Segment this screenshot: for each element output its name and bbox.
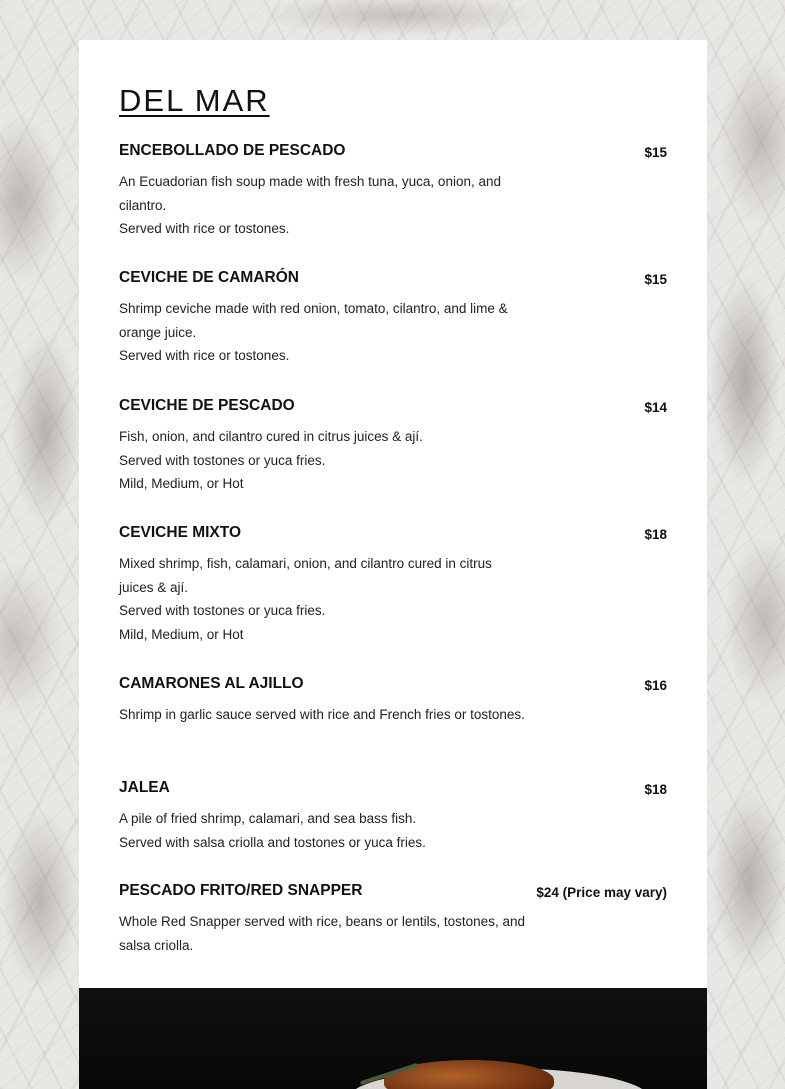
dish-photo [79,988,707,1089]
menu-item-jalea [119,778,667,854]
item-price: $14 [644,400,667,415]
item-name: CEVICHE DE PESCADO [119,397,295,414]
menu-item-ceviche-pescado [119,396,667,496]
item-description [119,703,529,727]
item-price: $18 [644,782,667,797]
item-name: CEVICHE DE CAMARÓN [119,269,299,286]
item-name: CEVICHE MIXTO [119,524,242,541]
description-line: An Ecuadorian fish soup made with fresh tuna, yuca, onion, and cilantro. [119,174,501,213]
item-description [119,170,529,241]
item-description [119,425,529,496]
menu-item-encebollado [119,141,667,241]
description-line: Mixed shrimp, fish, calamari, onion, and cilantro cured in citrus juices & ají. [119,556,492,595]
item-name: ENCEBOLLADO DE PESCADO [119,142,346,159]
description-line: Whole Red Snapper served with rice, beans or lentils, tostones, and salsa criolla. [119,914,525,953]
item-price: $18 [644,527,667,542]
description-line: Shrimp in garlic sauce served with rice and French fries or tostones. [119,707,525,722]
description-line: Served with rice or tostones. [119,221,290,237]
section-title: DEL MAR [119,83,270,118]
menu-item-ceviche-camaron [119,268,667,368]
item-description [119,807,529,854]
item-price: $24 (Price may vary) [536,885,667,900]
item-description [119,297,529,368]
menu-item-camarones-al-ajillo [119,674,667,727]
description-line: Served with tostones or yuca fries. [119,603,326,619]
item-name: CAMARONES AL AJILLO [119,675,304,692]
item-price: $15 [644,272,667,287]
item-price: $15 [644,145,667,160]
description-line: Served with tostones or yuca fries. [119,452,326,468]
item-description [119,552,529,646]
description-line: Shrimp ceviche made with red onion, tomato, cilantro, and lime & orange juice. [119,301,508,340]
description-line: Served with rice or tostones. [119,348,290,364]
menu-card [79,40,707,1089]
menu-item-pescado-frito [119,881,667,957]
item-name: PESCADO FRITO/RED SNAPPER [119,882,363,899]
item-price: $16 [644,678,667,693]
description-line: Served with salsa criolla and tostones or yuca fries. [119,834,426,850]
description-line: Fish, onion, and cilantro cured in citrus juices & ají. [119,429,423,444]
item-description [119,910,529,957]
menu-item-ceviche-mixto [119,523,667,646]
description-line: Mild, Medium, or Hot [119,626,244,642]
description-line: A pile of fried shrimp, calamari, and sea bass fish. [119,811,417,826]
item-name: JALEA [119,779,170,796]
description-line: Mild, Medium, or Hot [119,476,244,492]
